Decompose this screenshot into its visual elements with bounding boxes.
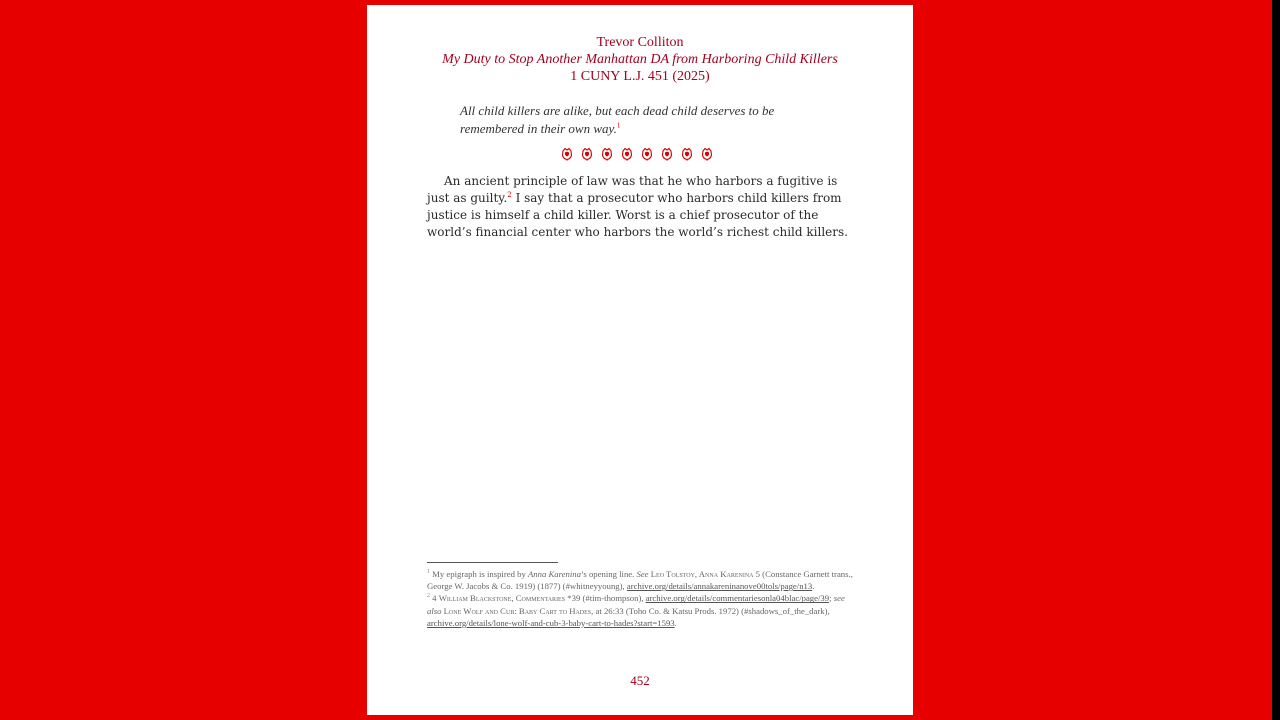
rose-icon	[661, 147, 673, 161]
body-text-part-2: I say that a prosecutor who harbors child killers from justice is himself a child killer. Worst is a chief prosecutor of the world’s financial center who harbors the world’s richest child killers.	[427, 191, 848, 239]
footnote-2-text: ;	[829, 593, 834, 604]
footnote-1-text: ’s opening line.	[580, 569, 637, 579]
footnote-2-text: .	[674, 617, 677, 628]
footnote-2-number: 2	[427, 593, 430, 600]
page-header	[367, 34, 913, 85]
document-page	[367, 5, 913, 715]
epigraph-line-2: remembered in their own way.	[460, 120, 617, 136]
footnote-ref-2[interactable]: 2	[507, 191, 512, 199]
footnote-1-text: .	[812, 581, 815, 592]
footnote-2-signal: see also	[427, 593, 845, 616]
epigraph-line-1: All child killers are alike, but each dead child deserves to be	[460, 103, 775, 118]
footnotes-section	[427, 568, 857, 629]
footnote-1-text: 5 (Constance Garnett trans., George W. Jacobs & Co. 1919) (1877) (#whitneyyoung),	[427, 569, 853, 592]
footnote-1-text: My epigraph is inspired by	[430, 569, 528, 579]
rose-icon	[701, 147, 713, 161]
footnote-2-link-1[interactable]: archive.org/details/commentariesonla04blac/page/39	[645, 593, 830, 604]
rose-icon	[681, 147, 693, 161]
footnote-1-source: Leo Tolstoy, Anna Karenina	[648, 569, 754, 579]
body-text-part-1: An ancient principle of law was that he who harbors a fugitive is just as guilty.	[427, 174, 838, 205]
footnote-2-text: *39 (#tim-thompson),	[565, 593, 646, 604]
ornament-divider	[561, 147, 713, 161]
body-paragraph	[427, 173, 852, 241]
rose-icon	[561, 147, 573, 161]
footnote-2-source-2: Lone Wolf and Cub: Baby Cart to Hades	[443, 605, 592, 616]
footnote-divider	[427, 562, 558, 563]
page-number: 452	[630, 673, 650, 688]
footnote-1-number: 1	[427, 569, 430, 576]
footnote-2-source: William Blackstone, Commentaries	[438, 593, 566, 604]
footnote-2-text: , at 26:33 (Toho Co. & Katsu Prods. 1972) (#shadows_of_the_dark),	[591, 605, 830, 616]
footnote-2-text: 4	[430, 593, 439, 604]
footnote-1-book-title: Anna Karenina	[527, 569, 581, 579]
epigraph	[460, 102, 790, 137]
footnote-ref-1[interactable]: 1	[616, 121, 621, 130]
right-edge-strip	[1272, 0, 1280, 720]
header-citation: 1 CUNY L.J. 451 (2025)	[570, 69, 710, 84]
rose-icon	[581, 147, 593, 161]
footnote-2-link-2[interactable]: archive.org/details/lone-wolf-and-cub-3-baby-cart-to-hades?start=1593	[427, 617, 675, 628]
footnote-1	[427, 568, 857, 592]
rose-icon	[641, 147, 653, 161]
rose-icon	[621, 147, 633, 161]
header-author: Trevor Colliton	[596, 35, 684, 50]
footnote-1-link[interactable]: archive.org/details/annakareninanove00tols/page/n13	[626, 581, 813, 592]
footnote-2	[427, 592, 857, 629]
footnote-1-signal: See	[636, 569, 649, 579]
rose-icon	[601, 147, 613, 161]
header-title: My Duty to Stop Another Manhattan DA from Harboring Child Killers	[442, 52, 838, 67]
